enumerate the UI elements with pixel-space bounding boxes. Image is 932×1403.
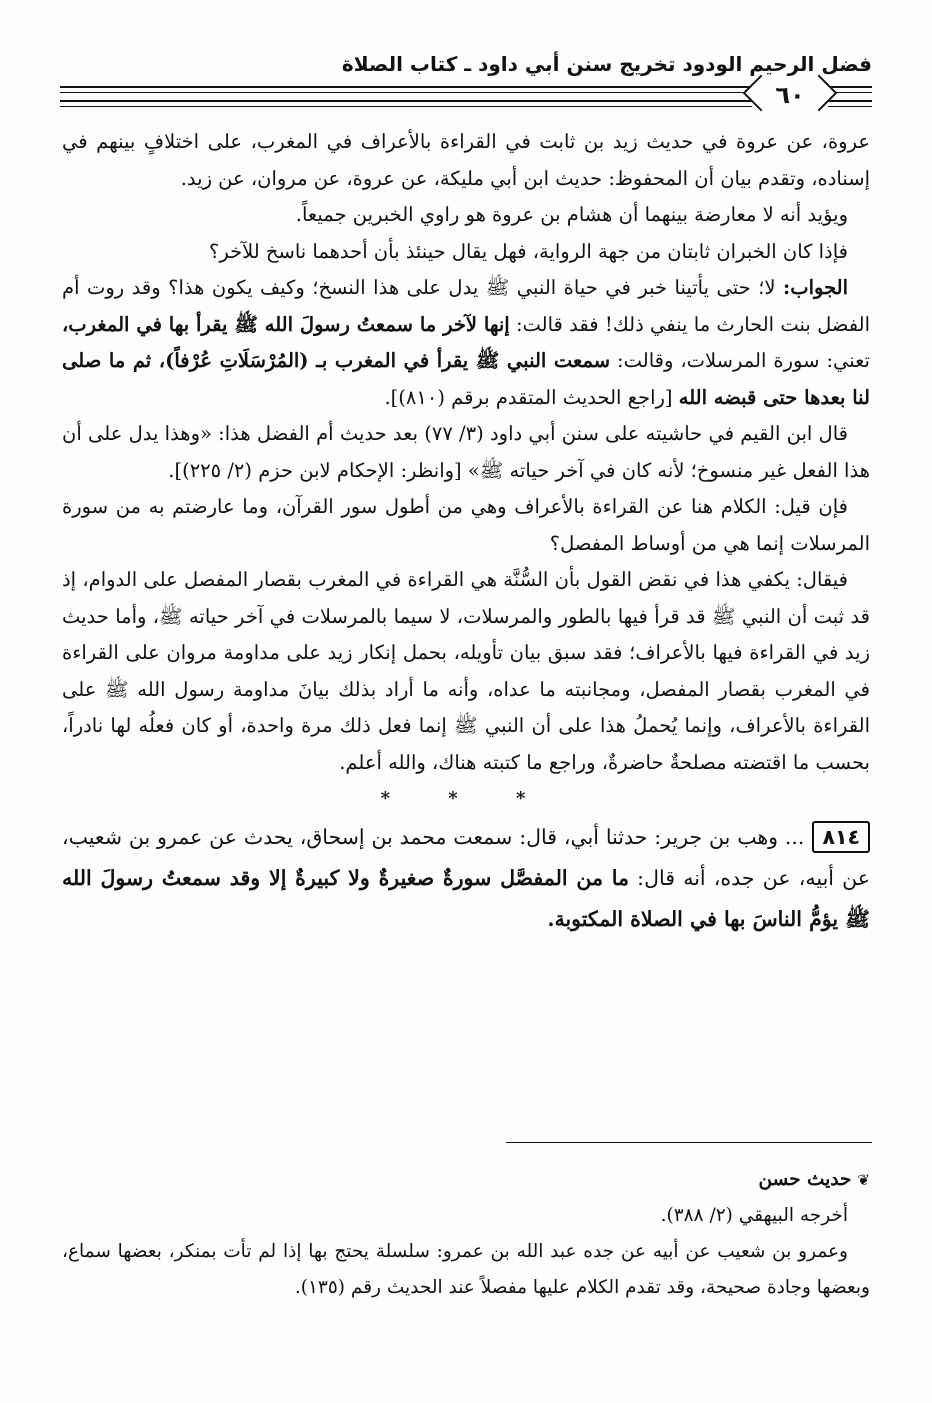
hadith-matn: ما من المفصَّل سورةٌ صغيرةٌ ولا كبيرةٌ إلا وقد سمعتُ رسولَ الله ﷺ يؤمُّ الناسَ بها في الصلاة المكتوبة. [62,866,870,931]
ornament-icon: ❦ [857,1171,870,1189]
paragraph: فإن قيل: الكلام هنا عن القراءة بالأعراف وهي من أطول سور القرآن، وما عارضتم به من سورة المرسلات إنما هي من أوساط المفصل؟ [62,495,870,555]
footnote-line: أخرجه البيهقي (٢/ ٣٨٨). [660,1205,848,1226]
page-number-badge [752,76,828,114]
footnote-divider [506,1142,872,1143]
main-text [62,124,870,940]
paragraph-answer [62,270,870,416]
answer-text: [راجع الحديث المتقدم برقم (٨١٠)]. [384,385,679,409]
footnote-line: وعمرو بن شعيب عن أبيه عن جده عبد الله بن عمرو: سلسلة يحتج بها إذا لم تأت بمنكر، بعضها سماع، وبعضها وجادة صحيحة، وقد تقدم الكلام عليها مفصلاً عند الحديث رقم (١٣٥). [62,1241,870,1298]
paragraph: ويؤيد أنه لا معارضة بينهما أن هشام بن عروة هو راوي الخبرين جميعاً. [295,203,848,226]
footnote [62,1162,870,1306]
section-separator: * * * [380,788,552,809]
answer-label: الجواب: [783,276,849,299]
hadith-grade [62,1162,870,1198]
answer-text: تعني: سورة المرسلات، وقالت: [610,349,870,372]
hadith-number: ٨١٤ [812,821,870,853]
header-rule [60,106,872,107]
quote-bold: سمعت النبي ﷺ يقرأ في المغرب بـ (المُرْسَلَاتِ عُرْفاً)، ثم ما صلى لنا بعدها حتى قبضه الله [62,349,870,409]
hadith [62,817,870,940]
hadith-grade-text: حديث حسن [758,1169,852,1190]
paragraph: فإذا كان الخبران ثابتان من جهة الرواية، فهل يقال حينئذ بأن أحدهما ناسخ للآخر؟ [208,239,848,263]
paragraph: قال ابن القيم في حاشيته على سنن أبي داود (٣/ ٧٧) بعد حديث أم الفضل هذا: «وهذا يدل على أن هذا الفعل غير منسوخ؛ لأنه كان في آخر حياته ﷺ» [وانظر: الإحكام لابن حزم (٢/ ٢٢٥)]. [62,422,870,482]
running-header-title: فضل الرحيم الودود تخريج سنن أبي داود ـ كتاب الصلاة [341,52,872,76]
answer-text: لا؛ حتى يأتينا خبر في حياة النبي ﷺ يدل على هذا النسخ؛ وكيف يكون هذا؟ وقد روت أم الفضل بنت الحارث ما ينفي ذلك! فقد قالت: [62,276,871,336]
paragraph: عروة، عن عروة في حديث زيد بن ثابت في القراءة بالأعراف في المغرب، على اختلافٍ بينهم في إسناده، وتقدم بيان أن المحفوظ: حديث ابن أبي مليكة، عن عروة، عن مروان، عن زيد. [62,130,870,190]
hadith-chain: ... وهب بن جرير: حدثنا أبي، قال: سمعت محمد بن إسحاق، يحدث عن عمرو بن شعيب، عن أبيه، عن جده، أنه قال: [62,825,870,890]
paragraph: فيقال: يكفي هذا في نقض القول بأن السُّنَّة هي القراءة في المغرب بقصار المفصل على الدوام، إذ قد ثبت أن النبي ﷺ قد قرأ فيها بالطور والمرسلات، لا سيما بالمرسلات في آخر حياته ﷺ، وأما حديث زيد في القراءة فيها بالأعراف؛ فقد سبق بيان تأويله، بحمل إنكار زيد على مداومة مروان على القراءة في المغرب بقصار المفصل، ومجانبته ما عداه، وأنه ما أراد بذلك بيانَ مداومة رسول الله ﷺ على القراءة بالأعراف، وإنما يُحملُ هذا على أن النبي ﷺ إنما فعل ذلك مرة واحدة، أو كان فعلُه لها نادراً، بحسب ما اقتضته مصلحةٌ حاضرةٌ، وراجع ما كتبته هناك، والله أعلم. [62,568,870,774]
quote-bold: إنها لآخر ما سمعتُ رسولَ الله ﷺ يقرأ بها في المغرب، [62,312,510,336]
page-number: ٦٠ [775,81,805,109]
